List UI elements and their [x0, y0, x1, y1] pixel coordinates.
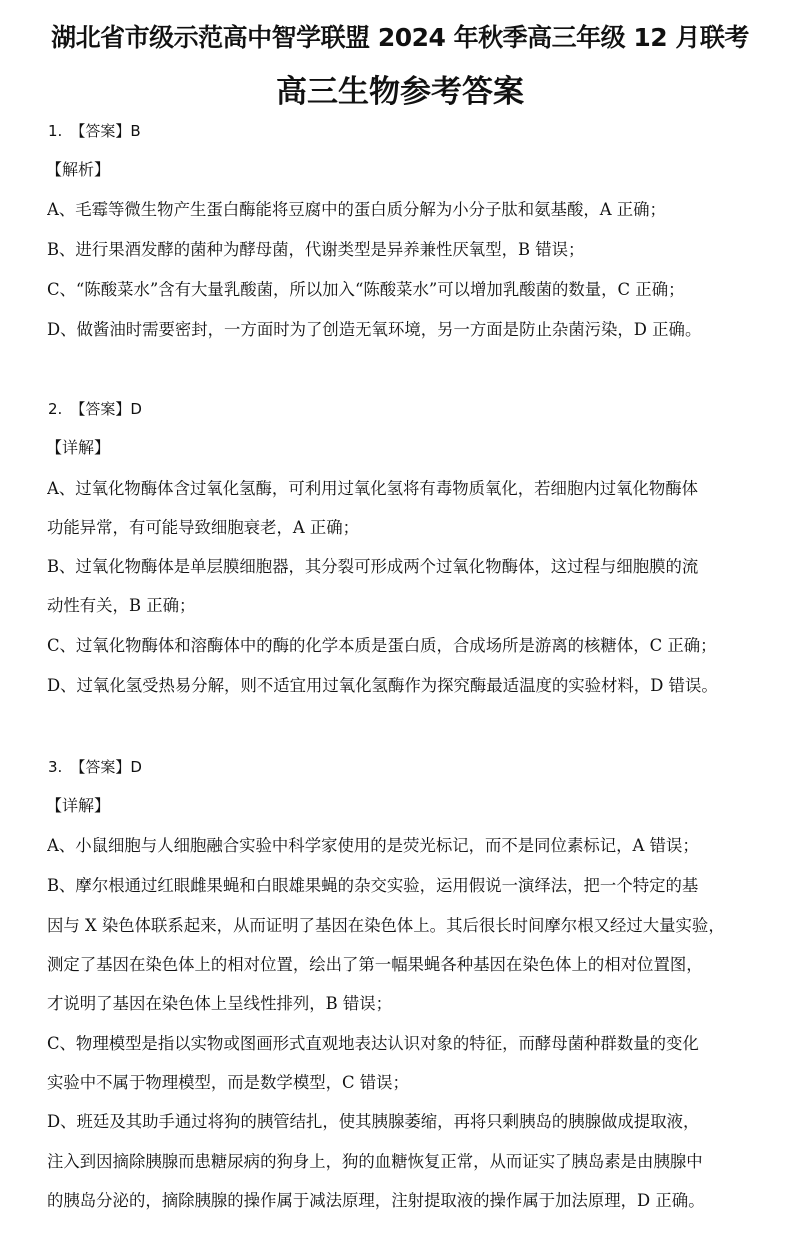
explanation-line: C、过氧化物酶体和溶酶体中的酶的化学本质是蛋白质，合成场所是游离的核糖体，C 正确； — [47, 636, 717, 655]
explanation-line: D、做酱油时需要密封，一方面时为了创造无氧环境，另一方面是防止杂菌污染，D 正确。 — [47, 320, 702, 339]
explanation-line: B、过氧化物酶体是单层膜细胞器，其分裂可形成两个过氧化物酶体，这过程与细胞膜的流 — [47, 557, 699, 576]
analysis-label: 【解析】 — [46, 160, 111, 179]
explanation-line: 测定了基因在染色体上的相对位置，绘出了第一幅果蝇各种基因在染色体上的相对位置图， — [47, 955, 703, 974]
document-subtitle: 高三生物参考答案 — [276, 74, 524, 110]
question-3-header — [48, 756, 142, 778]
question-answer: 【答案】D — [70, 758, 142, 776]
explanation-line: C、“陈酸菜水”含有大量乳酸菌，所以加入“陈酸菜水”可以增加乳酸菌的数量，C 正确； — [47, 280, 685, 299]
question-2-header — [48, 398, 142, 420]
explanation-line: A、毛霉等微生物产生蛋白酶能将豆腐中的蛋白质分解为小分子肽和氨基酸，A 正确； — [47, 200, 666, 219]
explanation-line: 因与 X 染色体联系起来，从而证明了基因在染色体上。其后很长时间摩尔根又经过大量实验， — [47, 916, 725, 935]
question-number: 2. — [48, 400, 63, 418]
explanation-line: 功能异常，有可能导致细胞衰老，A 正确； — [47, 518, 360, 537]
explanation-line: 动性有关，B 正确； — [47, 596, 196, 615]
question-number: 1. — [48, 122, 63, 140]
exam-title: 湖北省市级示范高中智学联盟 2024 年秋季高三年级 12 月联考 — [51, 23, 749, 52]
analysis-label: 【详解】 — [46, 438, 111, 457]
explanation-line: D、班廷及其助手通过将狗的胰管结扎，使其胰腺萎缩，再将只剩胰岛的胰腺做成提取液， — [47, 1112, 700, 1131]
explanation-line: 才说明了基因在染色体上呈线性排列，B 错误； — [47, 994, 393, 1013]
question-1-header — [48, 120, 141, 142]
explanation-line: A、小鼠细胞与人细胞融合实验中科学家使用的是荧光标记，而不是同位素标记，A 错误； — [47, 836, 699, 855]
explanation-line: A、过氧化物酶体含过氧化氢酶，可利用过氧化氢将有毒物质氧化，若细胞内过氧化物酶体 — [47, 479, 699, 498]
explanation-line: B、进行果酒发酵的菌种为酵母菌，代谢类型是异养兼性厌氧型，B 错误； — [47, 240, 585, 259]
explanation-line: C、物理模型是指以实物或图画形式直观地表达认识对象的特征，而酵母菌种群数量的变化 — [47, 1034, 699, 1053]
explanation-line: D、过氧化氢受热易分解，则不适宜用过氧化氢酶作为探究酶最适温度的实验材料，D 错误。 — [47, 676, 718, 695]
question-answer: 【答案】D — [70, 400, 142, 418]
analysis-label: 【详解】 — [46, 796, 111, 815]
question-number: 3. — [48, 758, 63, 776]
question-answer: 【答案】B — [70, 122, 141, 140]
explanation-line: 实验中不属于物理模型，而是数学模型，C 错误； — [47, 1073, 409, 1092]
explanation-line: 注入到因摘除胰腺而患糖尿病的狗身上，狗的血糖恢复正常，从而证实了胰岛素是由胰腺中 — [47, 1152, 703, 1171]
explanation-line: B、摩尔根通过红眼雌果蝇和白眼雄果蝇的杂交实验，运用假说一演绎法，把一个特定的基 — [47, 876, 699, 895]
explanation-line: 的胰岛分泌的，摘除胰腺的操作属于减法原理，注射提取液的操作属于加法原理，D 正确。 — [47, 1191, 705, 1210]
